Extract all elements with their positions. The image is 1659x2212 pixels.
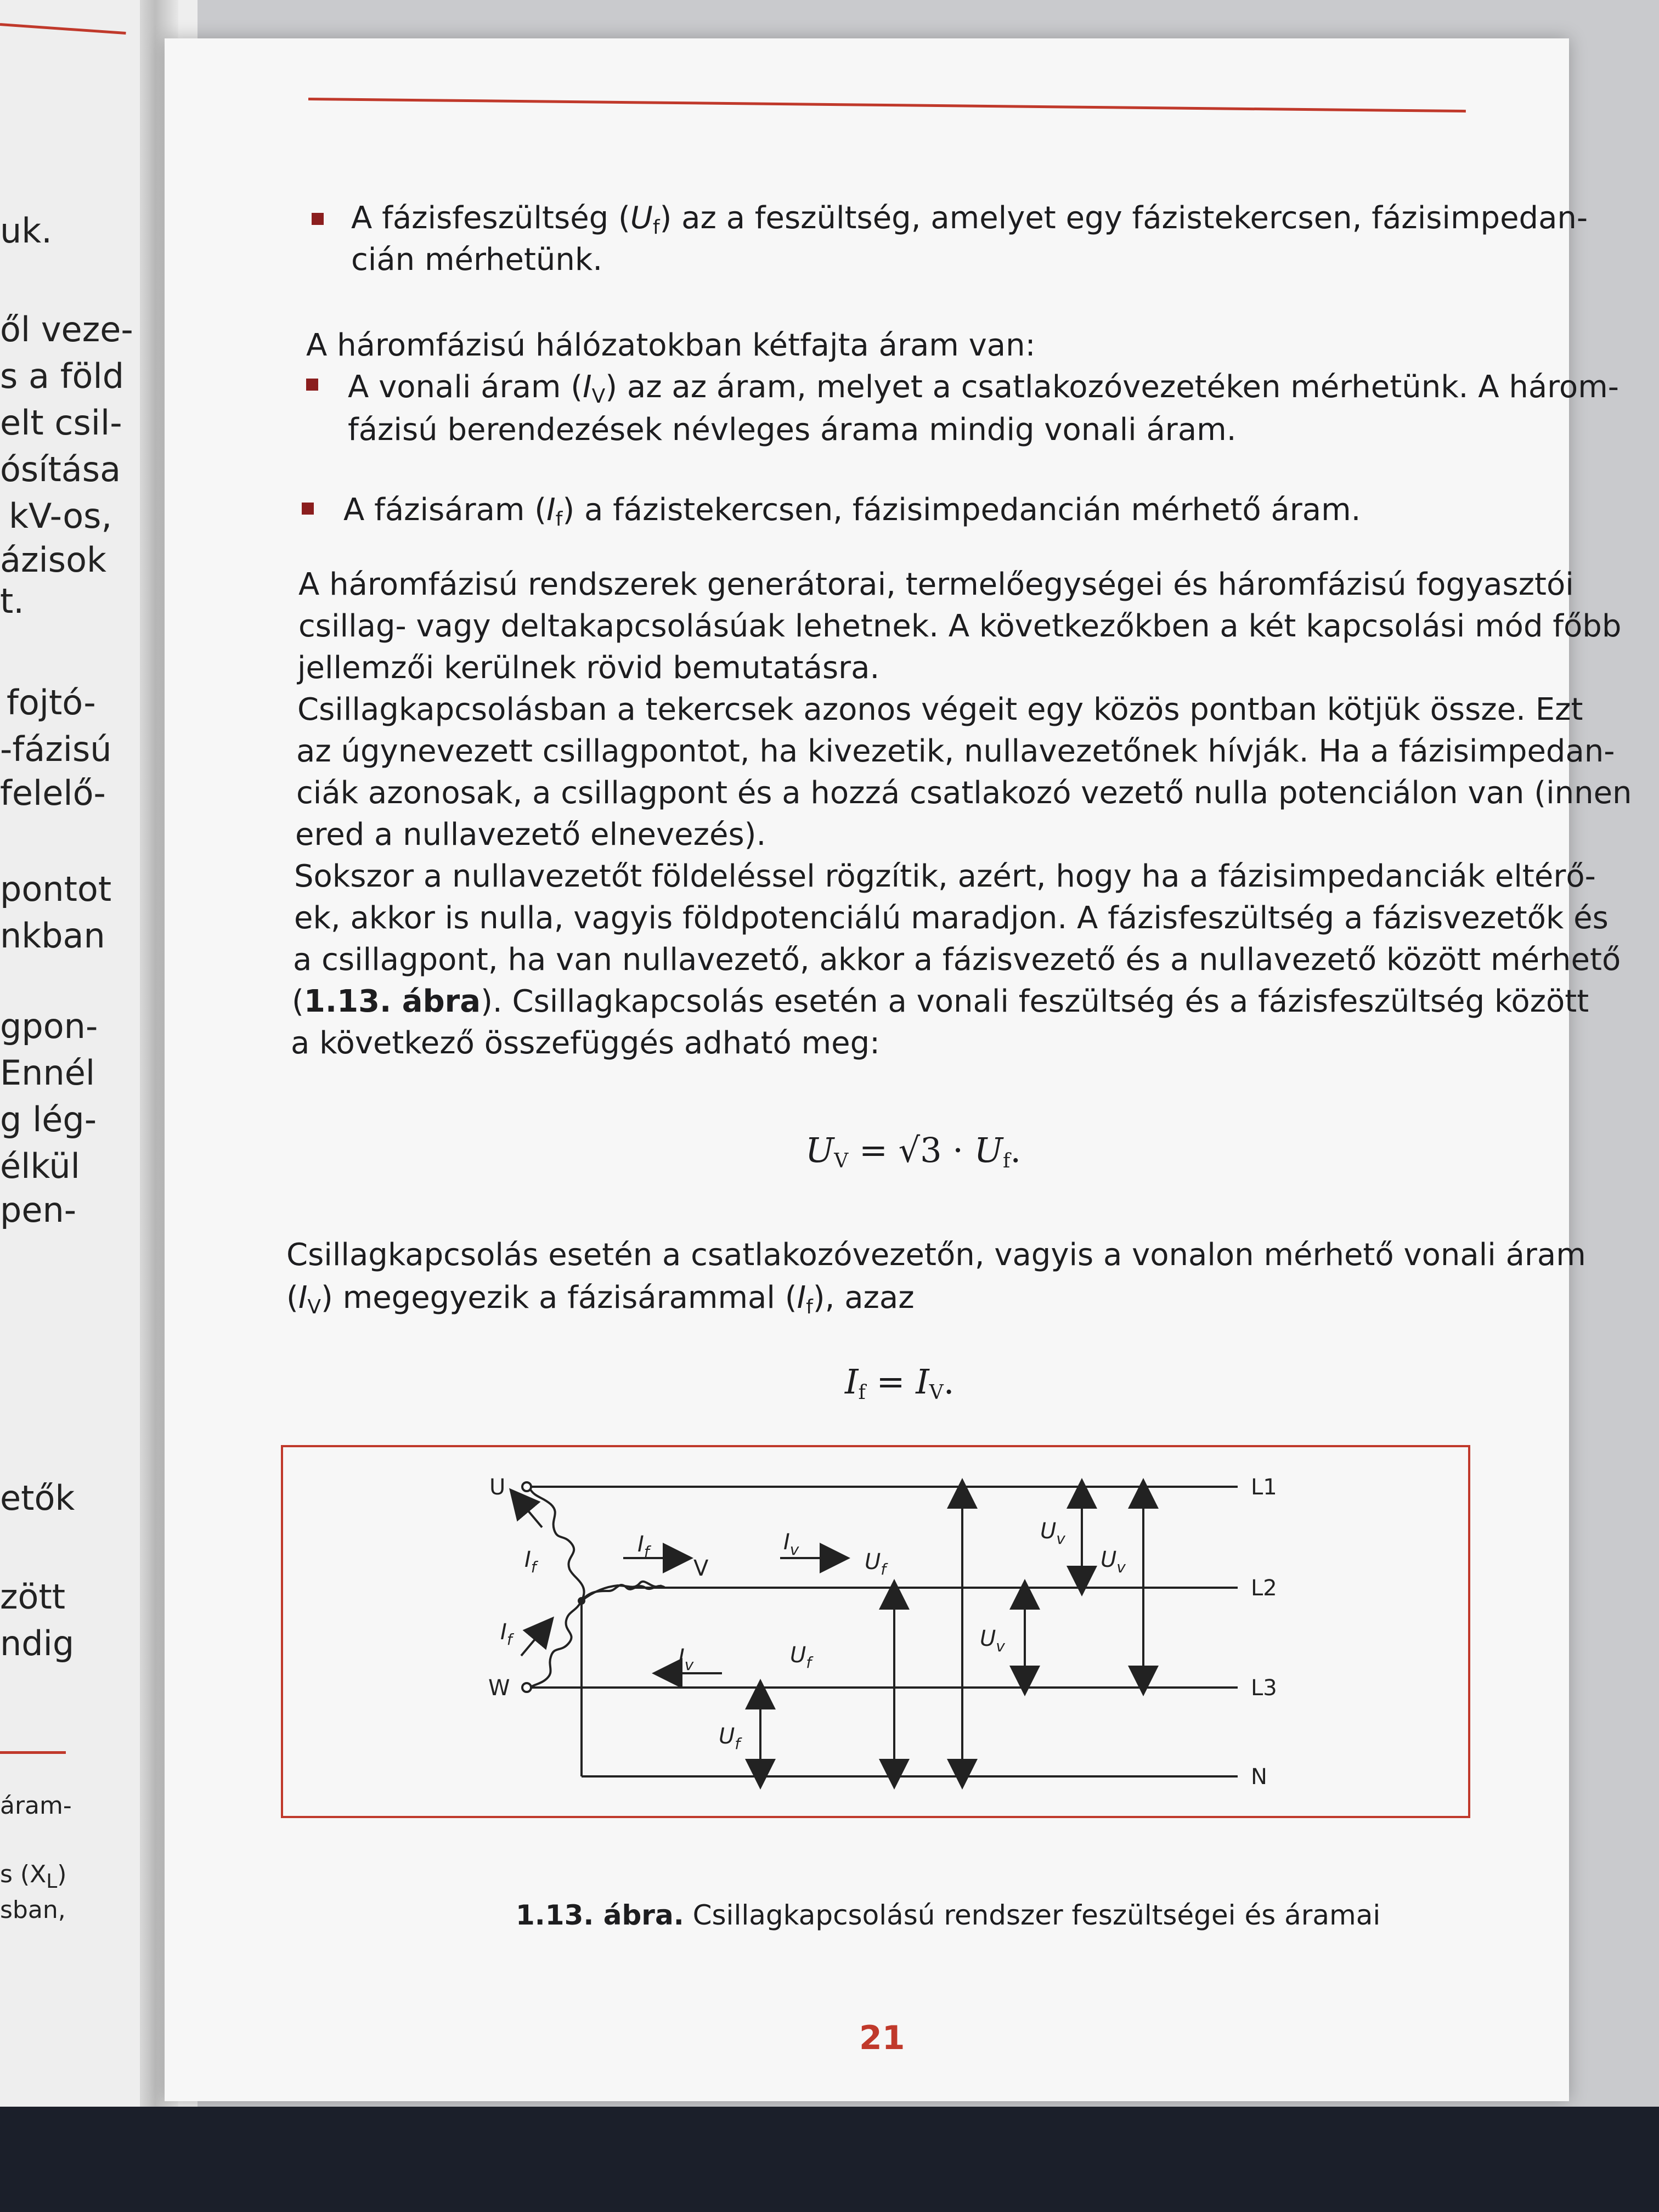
star-connection-figure [281,1445,1470,1818]
label-If: $I_f$ [524,1547,537,1576]
bullet-text: A fázisáram $(I_f)$ a fázistekercsen, fázisimpedancián mérhető áram. [343,492,1361,531]
left-fragment: felelő- [0,773,106,813]
label-Uf: $U_f$ [865,1549,887,1578]
bullet-marker [312,213,324,225]
paragraph-line: Csillagkapcsolás esetén a csatlakozóvezetőn, vagyis a vonalon mérhető vonali áram [286,1237,1586,1273]
left-fragment: kV-os, [9,496,112,536]
bullet-marker [302,503,314,515]
paragraph-line: Sokszor a nullavezetőt földeléssel rögzítik, azért, hogy ha a fázisimpedanciák eltérő- [294,859,1596,894]
label-Uv: $U_v$ [980,1626,1005,1655]
paragraph: A háromfázisú hálózatokban kétfajta áram van: [306,328,1036,363]
book-page [165,38,1632,2101]
left-fragment: s a föld [0,356,125,396]
equation: $I_f = I_V$. [845,1362,955,1404]
left-fragment: t. [0,581,25,621]
page-number: 21 [859,2019,905,2057]
previous-page-rule [0,1751,66,1754]
desk-background [0,2107,1659,2212]
paragraph-line: Csillagkapcsolásban a tekercsek azonos végeit egy közös pontban kötjük össze. Ezt [297,692,1583,727]
left-fragment: sban, [0,1896,66,1924]
node-V: V [693,1556,709,1581]
bullet-text: A vonali áram $(I_V)$ az az áram, melyet a csatlakozóvezetéken mérhetünk. A három- [348,369,1619,408]
paragraph-line: a következő összefüggés adható meg: [291,1025,881,1061]
header-rule [308,98,1466,112]
paragraph-line: ek, akkor is nulla, vagyis földpotenciálú maradjon. A fázisfeszültség a fázisvezetők és [294,900,1609,936]
label-Uf: $U_f$ [790,1643,812,1672]
label-L2: L2 [1251,1576,1277,1601]
left-fragment: ósítása [0,449,121,489]
label-Uv: $U_v$ [1040,1519,1065,1548]
left-fragment: g lég- [0,1099,97,1139]
left-fragment: nkban [0,916,105,956]
bullet-text: fázisú berendezések névleges árama mindig vonali áram. [348,412,1237,448]
left-fragment: ázisok [0,540,106,580]
left-fragment: Ennél [0,1053,95,1093]
left-fragment: elt csil- [0,403,122,443]
previous-page-rule [0,23,126,35]
paragraph-line: az úgynevezett csillagpontot, ha kivezetik, nullavezetőnek hívják. Ha a fázisimpedan- [296,733,1615,769]
paragraph-line: ciák azonosak, a csillagpont és a hozzá csatlakozó vezető nulla potenciálon van (innen [296,775,1632,811]
left-fragment: pen- [0,1190,77,1230]
left-fragment: zött [0,1577,66,1617]
figure-caption: 1.13. ábra. Csillagkapcsolású rendszer feszültségei és áramai [516,1899,1381,1931]
bullet-text: A fázisfeszültség $(U_f)$ az a feszültség, amelyet egy fázistekercsen, fázisimpedan- [351,200,1588,239]
left-fragment: pontot [0,869,112,909]
label-If: $I_f$ [500,1620,512,1649]
left-fragment: áram- [0,1792,72,1820]
paragraph-line: csillag- vagy deltakapcsolásúak lehetnek. A következőkben a két kapcsolási mód főbb [298,608,1622,644]
paragraph-line: jellemzői kerülnek rövid bemutatásra. [297,650,880,686]
paragraph-line: ered a nullavezető elnevezés). [295,817,766,853]
equation: $U_V = √3 \cdot U_f$. [805,1130,1022,1172]
left-fragment: fojtó- [7,682,96,723]
left-fragment: -fázisú [0,729,112,769]
left-fragment: élkül [0,1146,80,1186]
label-L3: L3 [1251,1675,1277,1701]
label-Iv: $I_v$ [783,1530,799,1559]
bullet-text: cián mérhetünk. [351,242,603,278]
paragraph-line: a csillagpont, ha van nullavezető, akkor a fázisvezető és a nullavezető között mérhető [293,942,1621,978]
node-W: W [488,1675,510,1701]
paragraph-line: (1.13. ábra). Csillagkapcsolás esetén a vonali feszültség és a fázisfeszültség között [292,984,1589,1019]
label-Iv: $I_v$ [678,1645,694,1674]
label-If: $I_f$ [637,1532,650,1561]
label-Uv: $U_v$ [1101,1547,1126,1576]
bullet-marker [306,379,318,391]
node-U: U [489,1475,506,1500]
left-fragment: ndig [0,1623,75,1663]
left-fragment: ől veze- [0,309,133,349]
left-fragment: uk. [0,211,52,251]
label-N: N [1251,1764,1267,1790]
label-L1: L1 [1251,1475,1277,1500]
paragraph-line: A háromfázisú rendszerek generátorai, termelőegységei és háromfázisú fogyasztói [298,567,1574,602]
paragraph-line: $(I_V)$ megegyezik a fázisárammal $(I_f)$, azaz [286,1280,915,1318]
label-Uf: $U_f$ [719,1724,741,1753]
left-fragment: gpon- [0,1006,98,1046]
left-fragment: s $(X_L)$ [0,1860,67,1893]
circuit-diagram [283,1447,1468,1816]
figure-reference: 1.13. ábra [303,984,481,1019]
left-fragment: etők [0,1478,75,1518]
